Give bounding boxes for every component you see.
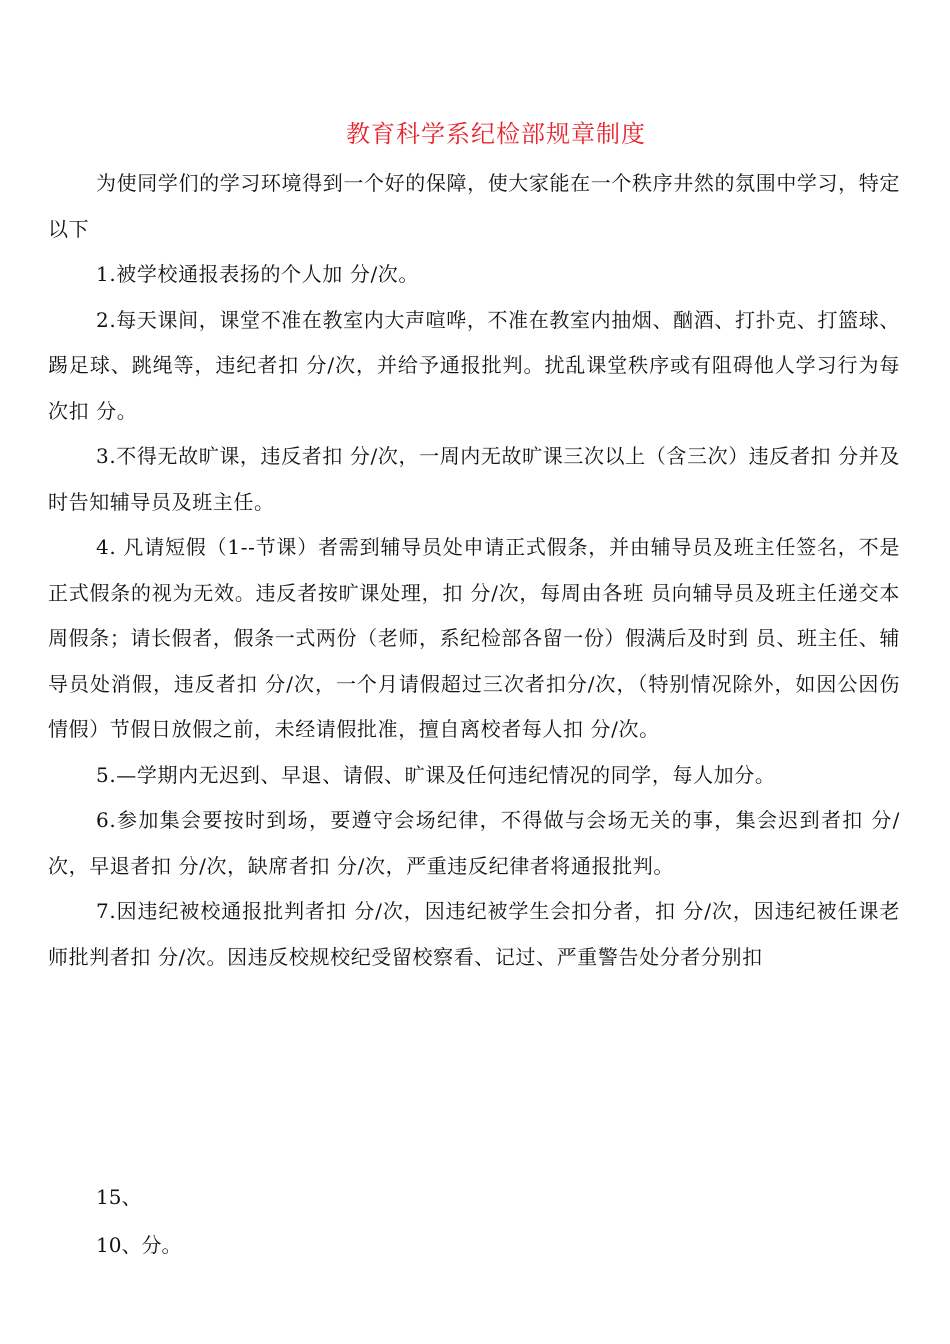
trailing-line-2: 10、分。 bbox=[96, 1233, 182, 1257]
rule-6-paragraph: 6.参加集会要按时到场，要遵守会场纪律，不得做与会场无关的事，集会迟到者扣 分/次，早退者扣 分/次，缺席者扣 分/次，严重违反纪律者将通报批判。 bbox=[48, 808, 900, 878]
rule-1-paragraph: 1.被学校通报表扬的个人加 分/次。 bbox=[96, 262, 419, 286]
document-title: 教育科学系纪检部规章制度 bbox=[346, 120, 646, 148]
rule-5-paragraph: 5.—学期内无迟到、早退、请假、旷课及任何违纪情况的同学，每人加分。 bbox=[96, 762, 776, 787]
document-body bbox=[48, 161, 900, 980]
rule-3-paragraph: 3.不得无故旷课，违反者扣 分/次，一周内无故旷课三次以上（含三次）违反者扣 分并及时告知辅导员及班主任。 bbox=[48, 444, 900, 514]
rule-4-paragraph: 4. 凡请短假（1--节课）者需到辅导员处申请正式假条，并由辅导员及班主任签名，不是正式假条的视为无效。违反者按旷课处理，扣 分/次，每周由各班 员向辅导员及班主任递交本周假条；请长假者，假条一式两份（老师，系纪检部各留一份）假满后及时到 员、班主任、辅导员处消假，违反者扣 分/次，一个月请假超过三次者扣分/次，（特别情况除外，如因公因伤情假）节假日放假之前，未经请假批准，擅自离校者每人扣 分/次。 bbox=[48, 535, 900, 741]
rule-7-paragraph: 7.因违纪被校通报批判者扣 分/次，因违纪被学生会扣分者，扣 分/次，因违纪被任课老师批判者扣 分/次。因违反校规校纪受留校察看、记过、严重警告处分者分别扣 bbox=[48, 899, 900, 969]
trailing-line-1: 15、 bbox=[96, 1185, 142, 1209]
rule-2-paragraph: 2.每天课间，课堂不准在教室内大声喧哗，不准在教室内抽烟、酗酒、打扑克、打篮球、踢足球、跳绳等，违纪者扣 分/次，并给予通报批判。扰乱课堂秩序或有阻碍他人学习行为每次扣 分。 bbox=[48, 307, 900, 423]
intro-paragraph: 为使同学们的学习环境得到一个好的保障，使大家能在一个秩序井然的氛围中学习，特定以下 bbox=[48, 171, 900, 241]
